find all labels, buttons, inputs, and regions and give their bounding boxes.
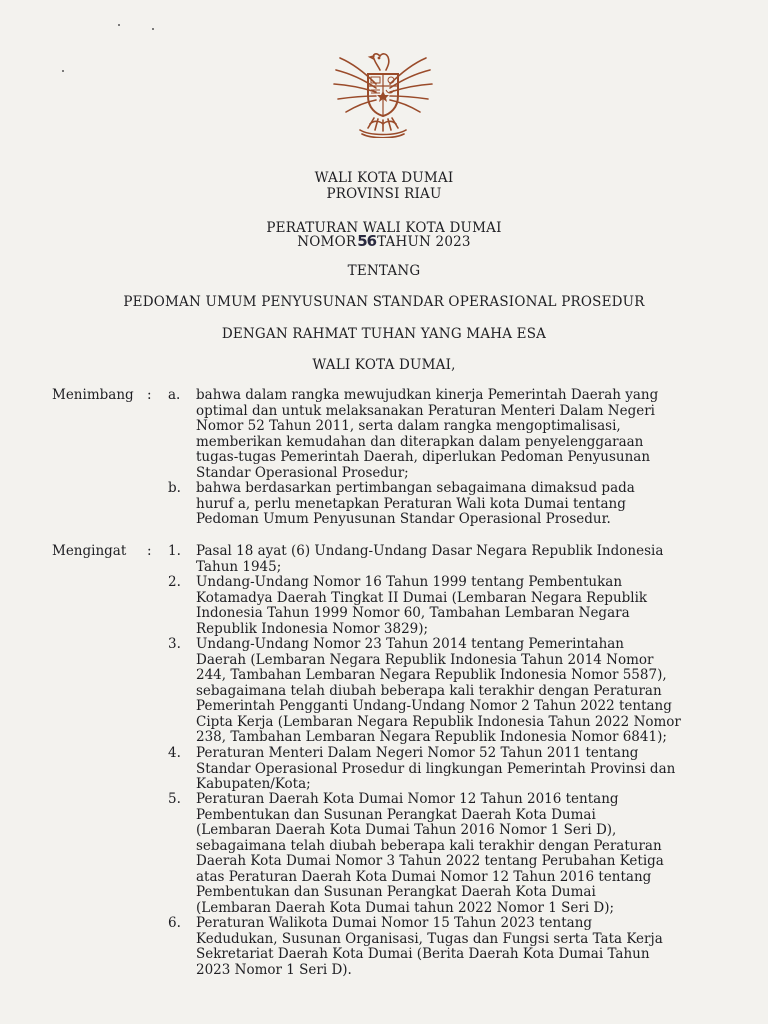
item-marker: 4. [168, 745, 181, 761]
scan-speck [152, 28, 154, 30]
text-line: Pembentukan dan Susunan Perangkat Daerah Kota Dumai [196, 884, 596, 900]
item-text [196, 544, 718, 575]
item-text [196, 575, 718, 637]
item-text [196, 637, 718, 746]
item-marker: a. [168, 387, 181, 403]
text-line: optimal dan untuk melaksanakan Peraturan Menteri Dalam Negeri [196, 402, 655, 419]
text-line: tugas-tugas Pemerintah Daerah, diperlukan Pedoman Penyusunan [196, 449, 651, 465]
text-line: 244, Tambahan Lembaran Negara Republik Indonesia Nomor 5587), [196, 667, 667, 683]
text-line: Standar Operasional Prosedur di lingkungan Pemerintah Provinsi dan [196, 760, 676, 777]
text-line: Peraturan Walikota Dumai Nomor 15 Tahun 2023 tentang [196, 915, 593, 931]
text-line: Daerah Kota Dumai Nomor 3 Tahun 2022 tentang Perubahan Ketiga [196, 853, 664, 869]
regulation-number [0, 233, 768, 250]
text-line: Peraturan Menteri Dalam Negeri Nomor 52 Tahun 2011 tentang [196, 745, 639, 761]
text-line: Kotamadya Daerah Tingkat II Dumai (Lembaran Negara Republik [196, 589, 648, 606]
item-text [196, 792, 718, 916]
text-line: Undang-Undang Nomor 16 Tahun 1999 tentang Pembentukan [196, 574, 623, 590]
item-text [196, 388, 718, 481]
item-marker: 2. [168, 574, 181, 590]
text-line: Cipta Kerja (Lembaran Negara Republik Indonesia Tahun 2022 Nomor [196, 713, 681, 730]
item-marker: b. [168, 480, 181, 496]
text-line: Daerah (Lembaran Negara Republik Indonesia Tahun 2014 Nomor [196, 651, 654, 668]
scan-speck [118, 24, 120, 26]
text-line: Nomor 52 Tahun 2011, serta dalam rangka mengoptimalisasi, [196, 418, 621, 434]
text-line: (Lembaran Daerah Kota Dumai Tahun 2016 Nomor 1 Seri D), [196, 822, 617, 838]
tentang-heading: TENTANG [347, 263, 421, 279]
subject-title: PEDOMAN UMUM PENYUSUNAN STANDAR OPERASIONAL PROSEDUR [123, 294, 645, 310]
text-line: Kedudukan, Susunan Organisasi, Tugas dan Fungsi serta Tata Kerja [196, 930, 663, 947]
text-line: Pedoman Umum Penyusunan Standar Operasional Prosedur. [196, 511, 611, 527]
item-marker: 5. [168, 791, 181, 807]
item-marker: 3. [168, 636, 181, 652]
scan-speck [62, 70, 64, 72]
text-line: Peraturan Daerah Kota Dumai Nomor 12 Tahun 2016 tentang [196, 791, 619, 807]
text-line: 2023 Nomor 1 Seri D). [196, 961, 352, 978]
item-marker: 1. [168, 543, 181, 559]
text-line: Undang-Undang Nomor 23 Tahun 2014 tentang Pemerintahan [196, 636, 625, 652]
text-line: Tahun 1945; [196, 558, 282, 575]
text-line: huruf a, perlu menetapkan Peraturan Wali kota Dumai tentang [196, 495, 626, 512]
text-line: Sekretariat Daerah Kota Dumai (Berita Daerah Kota Dumai Tahun [196, 946, 650, 962]
text-line: bahwa dalam rangka mewujudkan kinerja Pemerintah Daerah yang [196, 387, 659, 403]
authority-line: WALI KOTA DUMAI, [312, 357, 456, 373]
handwritten-number: 56 [357, 232, 377, 250]
text-line: bahwa berdasarkan pertimbangan sebagaimana dimaksud pada [196, 480, 635, 496]
text-line: atas Peraturan Daerah Kota Dumai Nomor 12 Tahun 2016 tentang [196, 868, 652, 885]
text-line: (Lembaran Daerah Kota Dumai tahun 2022 Nomor 1 Seri D); [196, 899, 615, 916]
text-line: Pasal 18 ayat (6) Undang-Undang Dasar Negara Republik Indonesia [196, 543, 664, 559]
section-colon: : [147, 387, 152, 403]
text-line: 238, Tambahan Lembaran Negara Republik Indonesia Nomor 6841); [196, 729, 667, 745]
text-line: Pembentukan dan Susunan Perangkat Daerah Kota Dumai [196, 806, 596, 823]
text-line: Pemerintah Pengganti Undang-Undang Nomor 2 Tahun 2022 tentang [196, 698, 672, 714]
text-line: Kabupaten/Kota; [196, 776, 311, 792]
header-title-line2: PROVINSI RIAU [326, 186, 442, 202]
section-colon: : [147, 543, 152, 559]
text-line: Standar Operasional Prosedur; [196, 464, 409, 481]
number-prefix: NOMOR [297, 234, 357, 250]
text-line: Republik Indonesia Nomor 3829); [196, 620, 429, 637]
text-line: Indonesia Tahun 1999 Nomor 60, Tambahan Lembaran Negara [196, 605, 630, 621]
header-title-line1: WALI KOTA DUMAI [314, 170, 454, 186]
garuda-emblem-icon [330, 44, 436, 138]
item-text [196, 916, 718, 978]
regulation-title: PERATURAN WALI KOTA DUMAI [266, 220, 502, 236]
item-text [196, 746, 718, 793]
text-line: sebagaimana telah diubah beberapa kali terakhir dengan Peraturan [196, 682, 662, 699]
section-label: Mengingat [52, 543, 127, 559]
item-marker: 6. [168, 915, 181, 931]
blessing-line: DENGAN RAHMAT TUHAN YANG MAHA ESA [221, 326, 547, 342]
number-suffix: TAHUN 2023 [377, 234, 471, 250]
text-line: sebagaimana telah diubah beberapa kali terakhir dengan Peraturan [196, 837, 662, 854]
section-label: Menimbang [52, 387, 134, 403]
item-text [196, 481, 718, 528]
text-line: memberikan kemudahan dan diterapkan dalam penyelenggaraan [196, 433, 644, 450]
